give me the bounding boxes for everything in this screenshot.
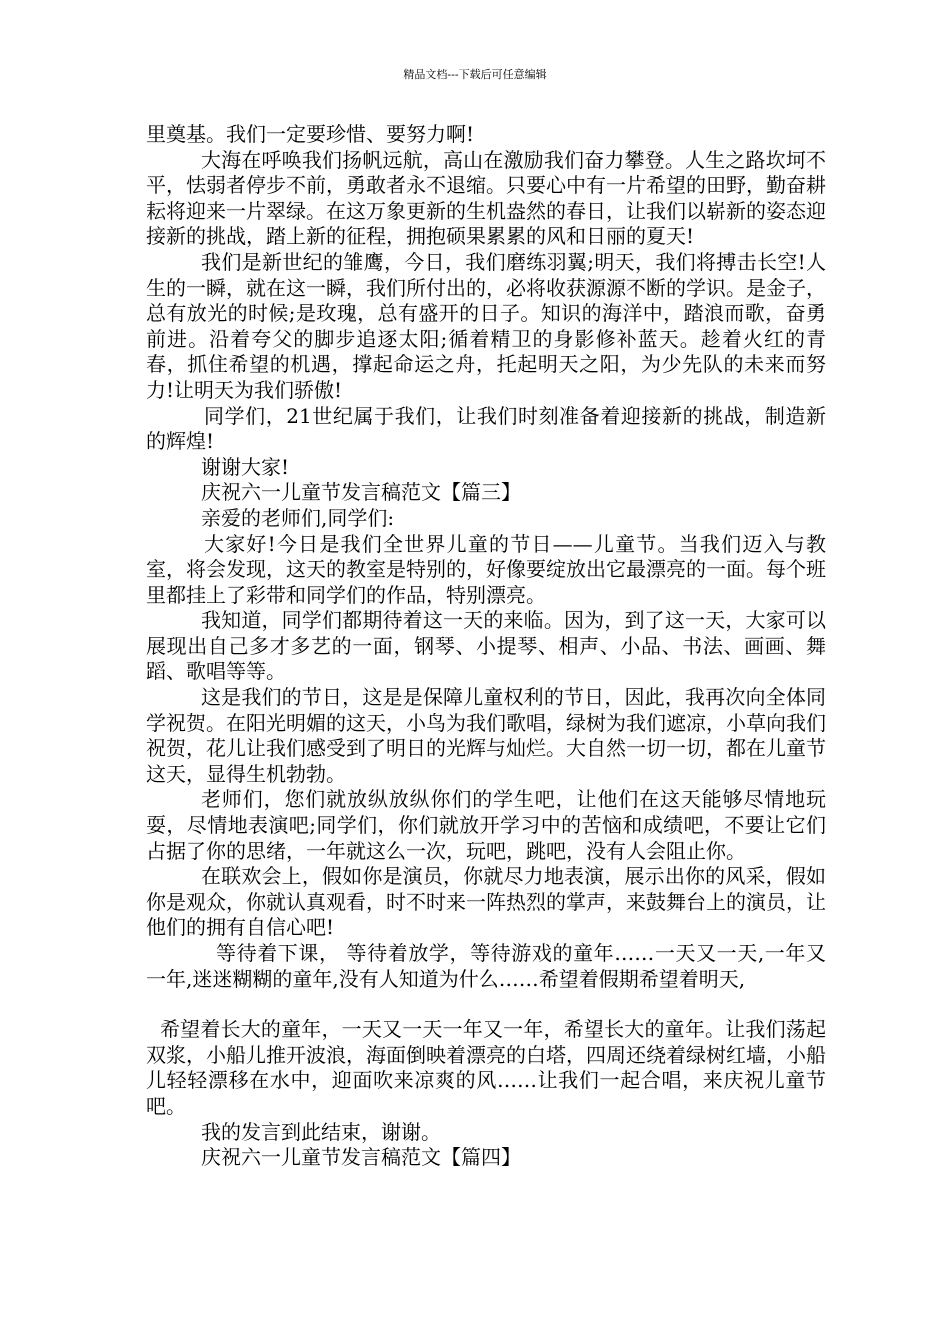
paragraph: 谢谢大家! <box>201 454 290 479</box>
paragraph: 在联欢会上，假如你是演员，你就尽力地表演，展示出你的风采，假如你是观众，你就认真观看，时不时来一阵热烈的掌声，来鼓舞台上的演员，让他们的拥有自信心吧! <box>146 864 826 940</box>
paragraph: 里奠基。我们一定要珍惜、要努力啊! <box>146 122 475 146</box>
blank-line <box>146 992 826 1017</box>
paragraph: 希望着长大的童年，一天又一天一年又一年，希望长大的童年。让我们荡起双浆，小船儿推开波浪，海面倒映着漂亮的白塔，四周还绕着绿树红墙，小船儿轻轻漂移在水中，迎面吹来凉爽的风……让我们一起合唱，来庆祝儿童节吧。 <box>146 1017 826 1118</box>
paragraph: 大海在呼唤我们扬帆远航，高山在激励我们奋力攀登。人生之路坎坷不平，怯弱者停步不前，勇敢者永不退缩。只要心中有一片希望的田野，勤奋耕耘将迎来一片翠绿。在这万象更新的生机盎然的春日，让我们以崭新的姿态迎接新的挑战，踏上新的征程，拥抱硕果累累的风和日丽的夏天! <box>146 147 826 249</box>
paragraph: 这是我们的节日，这是是保障儿童权利的节日，因此，我再次向全体同学祝贺。在阳光明媚的这天，小鸟为我们歌唱，绿树为我们遮凉，小草向我们祝贺，花儿让我们感受到了明日的光辉与灿烂。大自然一切一切，都在儿童节这天，显得生机勃勃。 <box>146 685 826 786</box>
page-header: 精品文档---下载后可任意编辑 <box>403 68 547 81</box>
paragraph: 老师们，您们就放纵放纵你们的学生吧，让他们在这天能够尽情地玩耍，尽情地表演吧;同学们，你们就放开学习中的苦恼和成绩吧，不要让它们占据了你的思绪，一年就这么一次，玩吧，跳吧，没有人会阻止你。 <box>146 787 826 863</box>
closing-line: 我的发言到此结束，谢谢。 <box>201 1119 441 1144</box>
paragraph: 大家好!今日是我们全世界儿童的节日——儿童节。当我们迈入与教室，将会发现，这天的教室是特别的，好像要绽放出它最漂亮的一面。每个班里都挂上了彩带和同学们的作品，特别漂亮。 <box>146 531 826 607</box>
paragraph: 我知道，同学们都期待着这一天的来临。因为，到了这一天，大家可以展现出自己多才多艺的一面，钢琴、小提琴、相声、小品、书法、画画、舞蹈、歌唱等等。 <box>146 608 826 684</box>
salutation: 亲爱的老师们,同学们: <box>201 505 395 530</box>
document-body <box>146 122 826 1171</box>
section-heading: 庆祝六一儿童节发言稿范文【篇四】 <box>201 1145 521 1170</box>
section-heading: 庆祝六一儿童节发言稿范文【篇三】 <box>201 480 521 505</box>
paragraph: 等待着下课， 等待着放学，等待游戏的童年……一天又一天,一年又一年,迷迷糊糊的童年,没有人知道为什么……希望着假期希望着明天, <box>146 941 826 991</box>
paragraph: 我们是新世纪的雏鹰，今日，我们磨练羽翼;明天，我们将搏击长空!人生的一瞬，就在这一瞬，我们所付出的，必将收获源源不断的学识。是金子，总有放光的时候;是玫瑰，总有盛开的日子。知识的海洋中，踏浪而歌，奋勇前进。沿着夸父的脚步追逐太阳;循着精卫的身影修补蓝天。趁着火红的青春，抓住希望的机遇，撑起命运之舟，托起明天之阳，为少先队的未来而努力!让明天为我们骄傲! <box>146 249 826 402</box>
paragraph: 同学们，21世纪属于我们，让我们时刻准备着迎接新的挑战，制造新的辉煌! <box>146 403 826 454</box>
